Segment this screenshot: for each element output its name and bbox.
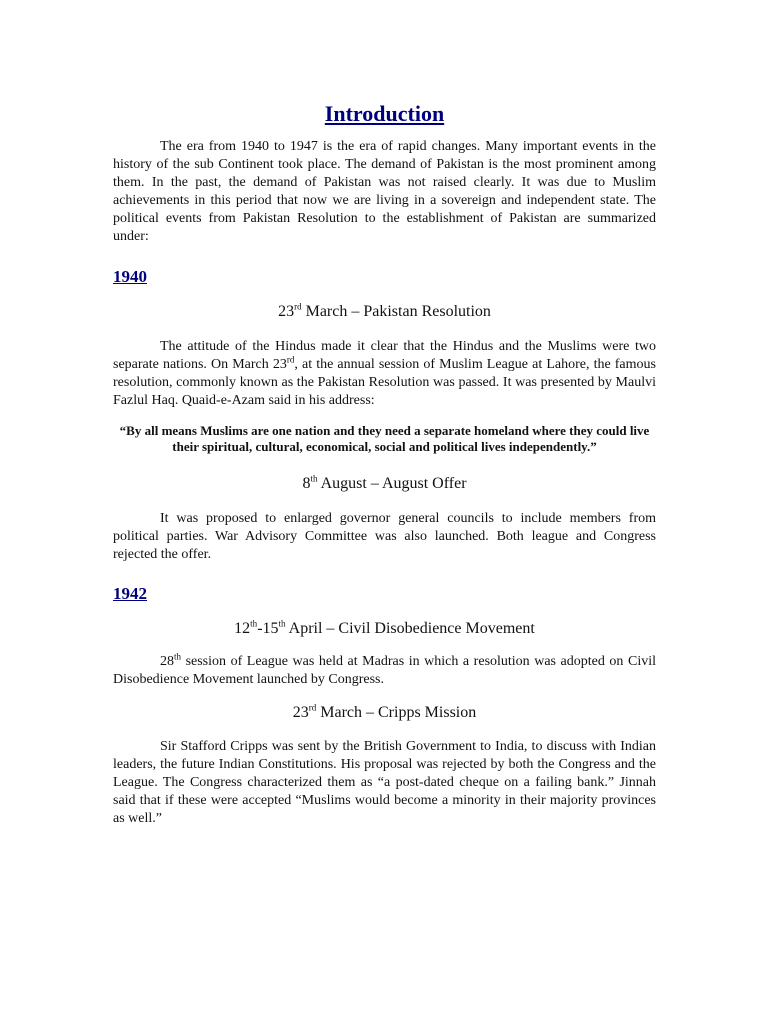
quaid-quote: “By all means Muslims are one nation and they need a separate homeland where they could live their spiritual, cultural, economical, social and political lives independently.” [119, 423, 650, 454]
event-day-suffix: rd [308, 702, 317, 713]
event-heading-august-offer [113, 474, 656, 494]
date-suffix: rd [286, 354, 295, 365]
event-day: 23 [292, 704, 309, 721]
session-number: 28 [160, 654, 174, 669]
paragraph-text: session of League was held at Madras in which a resolution was adopted on Civil Disobedience Movement launched by Congress. [113, 654, 656, 687]
event-day-suffix: th [250, 618, 258, 629]
paragraph-cripps-mission: Sir Stafford Cripps was sent by the British Government to India, to discuss with Indian leaders, the future Indian Constitutions. His proposal was rejected by both the Congress and the League. The Congress characterized them as “a post-dated cheque on a failing bank.” Jinnah said that if these were accepted “Muslims would become a minority in their majority provinces as well.” [113, 739, 656, 826]
event-day: 8 [302, 475, 311, 492]
event-title: April – Civil Disobedience Movement [285, 620, 535, 637]
year-heading-1940: 1940 [113, 267, 147, 286]
event-title: March – Cripps Mission [316, 704, 477, 721]
event-heading-pakistan-resolution [113, 302, 656, 322]
paragraph-pakistan-resolution [113, 338, 656, 410]
event-title: March – Pakistan Resolution [301, 303, 491, 320]
event-heading-cripps-mission [113, 703, 656, 723]
page-title: Introduction [324, 101, 445, 126]
intro-paragraph: The era from 1940 to 1947 is the era of rapid changes. Many important events in the history of the sub Continent took place. The demand of Pakistan is the most prominent among them. In the past, the demand of Pakistan was not raised clearly. It was due to Muslim achievements in this period that now we are living in a sovereign and independent state. The political events from Pakistan Resolution to the establishment of Pakistan are summarized under: [113, 139, 656, 244]
paragraph-august-offer: It was proposed to enlarged governor general councils to include members from political parties. War Advisory Committee was also launched. Both league and Congress rejected the offer. [113, 511, 656, 562]
event-day-suffix: rd [294, 301, 302, 312]
event-day-suffix: th [278, 618, 286, 629]
document-body [113, 100, 656, 828]
event-day-suffix: th [310, 473, 318, 484]
paragraph-civil-disobedience [113, 653, 656, 689]
event-day-range: -15 [257, 620, 279, 637]
event-title: August – August Offer [317, 475, 467, 492]
paragraph-text: , at the annual session of Muslim League at Lahore, the famous resolution, commonly known as the Pakistan Resolution was passed. It was presented by Maulvi Fazlul Haq. Quaid-e-Azam said in his address: [113, 357, 656, 408]
event-heading-civil-disobedience [113, 619, 656, 639]
year-heading-1942: 1942 [113, 584, 147, 603]
event-day: 12 [234, 620, 251, 637]
paragraph-text: The attitude of the Hindus made it clear that the Hindus and the Muslims were two separate nations. On March 23 [113, 339, 656, 372]
event-day: 23 [278, 303, 295, 320]
session-suffix: th [174, 651, 182, 662]
